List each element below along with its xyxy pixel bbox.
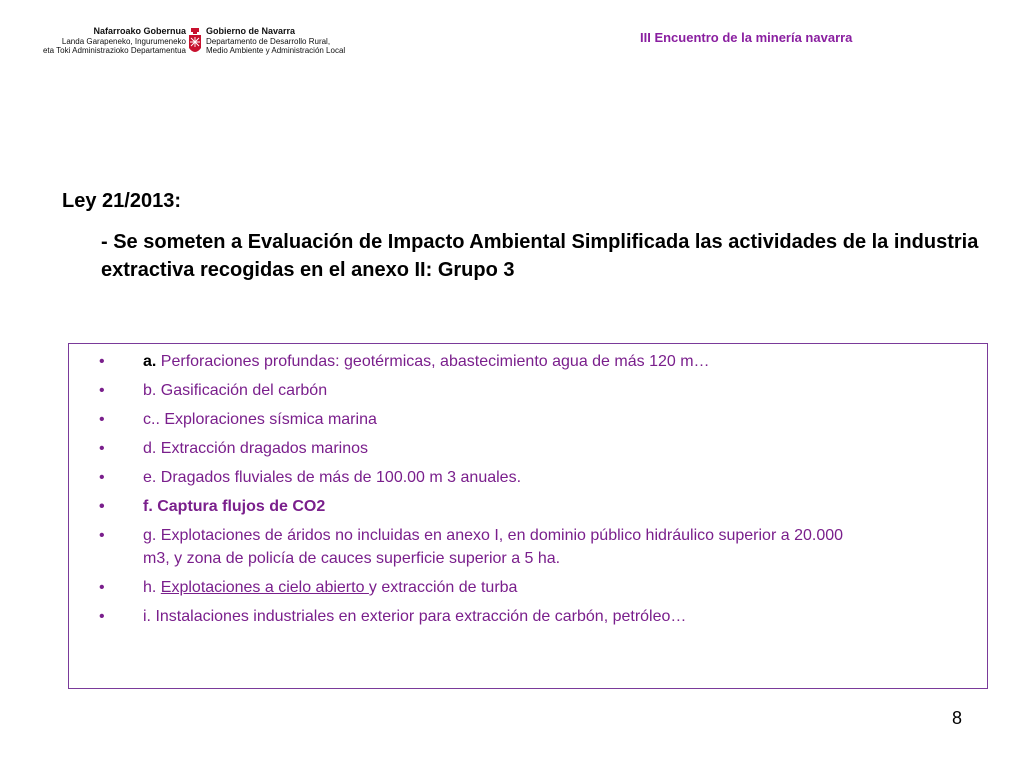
list-item-d — [99, 437, 859, 460]
list-item-h — [99, 576, 859, 599]
logo-basque-text — [43, 27, 186, 56]
item-b-text: b. Gasificación del carbón — [143, 382, 328, 399]
page-number: 8 — [952, 708, 963, 728]
bullet-icon: • — [99, 469, 105, 486]
government-logo — [28, 27, 368, 67]
law-description: - Se someten a Evaluación de Impacto Ambiental Simplificada las actividades de la industria extractiva recogidas en el anexo II: Grupo 3 — [101, 231, 979, 281]
law-title: Ley 21/2013: — [62, 190, 181, 212]
logo-left-line1: Nafarroako Gobernua — [93, 26, 186, 36]
navarra-shield-icon — [188, 28, 202, 58]
event-title: III Encuentro de la minería navarra — [640, 30, 853, 45]
logo-spanish-text — [206, 27, 345, 56]
list-item-e — [99, 466, 859, 489]
list-item-f — [99, 495, 859, 518]
item-f-text: f. Captura flujos de CO2 — [143, 498, 326, 515]
item-a-letter: a. — [143, 353, 157, 370]
logo-left-line3: eta Toki Administrazioko Departamentua — [42, 46, 186, 55]
list-item-g — [99, 524, 859, 570]
item-g-text: g. Explotaciones de áridos no incluidas en anexo I, en dominio público hidráulico superior a 20.000 m3, y zona de policía de cauces superficie superior a 5 ha. — [143, 527, 844, 567]
bullet-icon: • — [99, 608, 105, 625]
item-i-text: i. Instalaciones industriales en exterior para extracción de carbón, petróleo… — [143, 608, 687, 625]
bullet-icon: • — [99, 411, 105, 428]
bullet-icon: • — [99, 382, 105, 399]
item-h-suffix: y extracción de turba — [368, 579, 518, 596]
logo-right-line3: Medio Ambiente y Administración Local — [206, 46, 346, 55]
bullet-icon: • — [99, 527, 105, 544]
activities-list — [99, 350, 859, 634]
bullet-icon: • — [99, 498, 105, 515]
logo-right-line1: Gobierno de Navarra — [206, 26, 296, 36]
bullet-icon: • — [99, 579, 105, 596]
list-item-b — [99, 379, 859, 402]
logo-right-line2: Departamento de Desarrollo Rural, — [206, 36, 331, 46]
bullet-icon: • — [99, 353, 105, 370]
list-item-c — [99, 408, 859, 431]
item-c-text: c.. Exploraciones sísmica marina — [143, 411, 377, 428]
item-e-text: e. Dragados fluviales de más de 100.00 m 3 anuales. — [143, 469, 522, 486]
activities-box — [68, 343, 988, 689]
list-item-i — [99, 605, 859, 628]
list-item-a — [99, 350, 859, 373]
logo-left-line2: Landa Garapeneko, Ingurumeneko — [61, 36, 186, 46]
item-a-text: Perforaciones profundas: geotérmicas, abastecimiento agua de más 120 m… — [160, 353, 710, 370]
item-d-text: d. Extracción dragados marinos — [143, 440, 368, 457]
item-h-prefix: h. — [143, 579, 161, 596]
bullet-icon: • — [99, 440, 105, 457]
item-h-underlined: Explotaciones a cielo abierto — [160, 579, 369, 596]
